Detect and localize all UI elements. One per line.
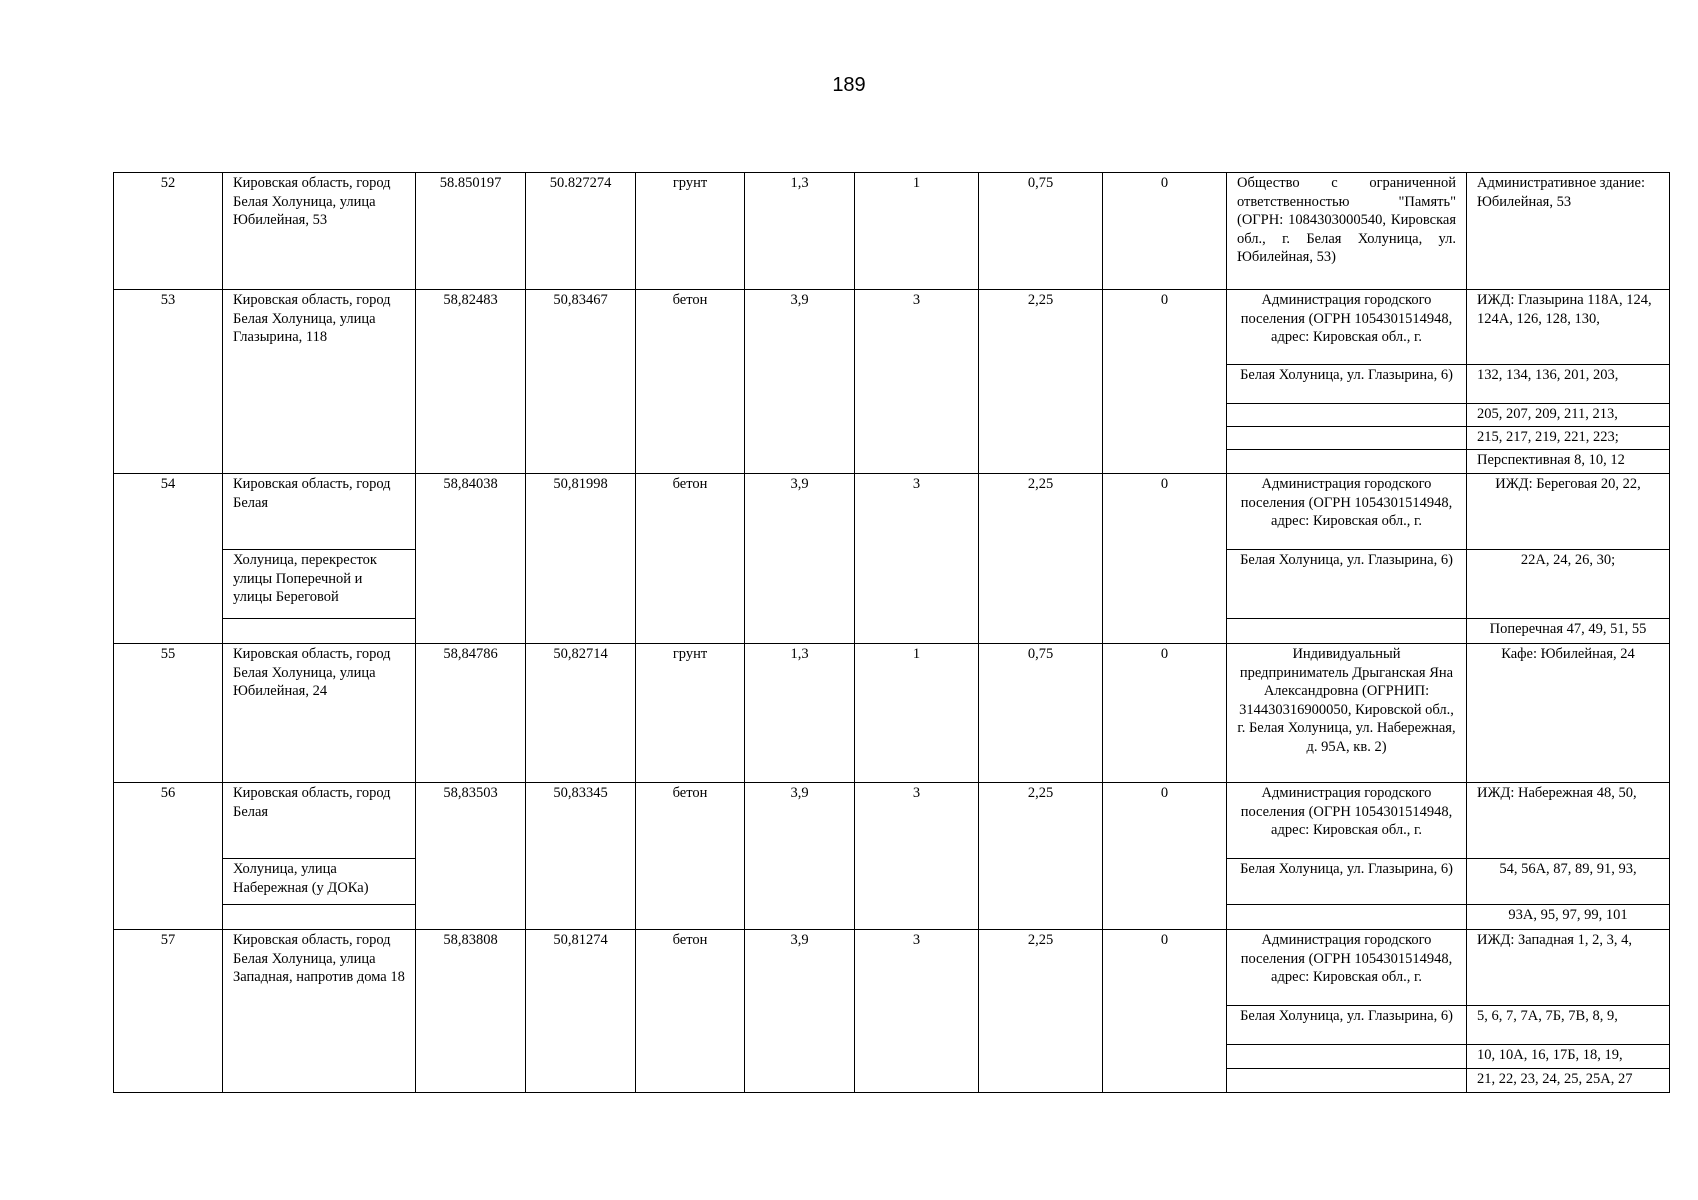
site-area: 3,9 <box>745 290 855 474</box>
container-volume: 0,75 <box>979 644 1103 783</box>
extra-count: 0 <box>1103 173 1227 290</box>
container-count: 3 <box>855 783 979 930</box>
table-row <box>114 290 1670 365</box>
owner-info <box>1227 404 1467 427</box>
latitude: 58.850197 <box>416 173 526 290</box>
owner-info: Администрация городского поселения (ОГРН 1054301514948, адрес: Кировская обл., г. <box>1227 290 1467 365</box>
owner-info <box>1227 450 1467 474</box>
waste-sources: ИЖД: Набережная 48, 50, <box>1467 783 1670 859</box>
site-area: 1,3 <box>745 173 855 290</box>
container-volume: 2,25 <box>979 290 1103 474</box>
extra-count: 0 <box>1103 783 1227 930</box>
owner-info: Белая Холуница, ул. Глазырина, 6) <box>1227 1006 1467 1045</box>
container-volume: 2,25 <box>979 474 1103 644</box>
owner-info <box>1227 619 1467 644</box>
table-row <box>114 474 1670 550</box>
owner-info: Белая Холуница, ул. Глазырина, 6) <box>1227 365 1467 404</box>
surface-type: бетон <box>636 290 745 474</box>
extra-count: 0 <box>1103 474 1227 644</box>
site-address <box>223 619 416 644</box>
latitude: 58,82483 <box>416 290 526 474</box>
waste-sources: 22А, 24, 26, 30; <box>1467 550 1670 619</box>
owner-info <box>1227 1069 1467 1093</box>
site-address: Кировская область, город Белая Холуница, улица Западная, напротив дома 18 <box>223 930 416 1093</box>
site-address: Кировская область, город Белая Холуница, улица Юбилейная, 24 <box>223 644 416 783</box>
table-row <box>114 644 1670 783</box>
site-area: 3,9 <box>745 783 855 930</box>
latitude: 58,83808 <box>416 930 526 1093</box>
table-row <box>114 173 1670 290</box>
surface-type: бетон <box>636 930 745 1093</box>
site-address <box>223 905 416 930</box>
waste-sources: Поперечная 47, 49, 51, 55 <box>1467 619 1670 644</box>
extra-count: 0 <box>1103 644 1227 783</box>
owner-info: Белая Холуница, ул. Глазырина, 6) <box>1227 550 1467 619</box>
waste-sources: 132, 134, 136, 201, 203, <box>1467 365 1670 404</box>
owner-info <box>1227 427 1467 450</box>
site-address: Кировская область, город Белая <box>223 783 416 859</box>
site-area: 3,9 <box>745 474 855 644</box>
latitude: 58,84038 <box>416 474 526 644</box>
owner-info <box>1227 1045 1467 1069</box>
longitude: 50,81274 <box>526 930 636 1093</box>
longitude: 50,82714 <box>526 644 636 783</box>
surface-type: грунт <box>636 173 745 290</box>
longitude: 50,83467 <box>526 290 636 474</box>
row-number: 52 <box>114 173 223 290</box>
waste-sources: Кафе: Юбилейная, 24 <box>1467 644 1670 783</box>
waste-sources: 21, 22, 23, 24, 25, 25А, 27 <box>1467 1069 1670 1093</box>
container-count: 3 <box>855 290 979 474</box>
owner-info: Администрация городского поселения (ОГРН 1054301514948, адрес: Кировская обл., г. <box>1227 474 1467 550</box>
site-area: 1,3 <box>745 644 855 783</box>
container-count: 3 <box>855 474 979 644</box>
page-number: 189 <box>832 74 866 96</box>
owner-info: Общество с ограниченной ответственностью "Память" (ОГРН: 1084303000540, Кировская обл., г. Белая Холуница, ул. Юбилейная, 53) <box>1227 173 1467 290</box>
waste-sources: Административное здание: Юбилейная, 53 <box>1467 173 1670 290</box>
surface-type: грунт <box>636 644 745 783</box>
container-count: 3 <box>855 930 979 1093</box>
latitude: 58,84786 <box>416 644 526 783</box>
owner-info: Индивидуальный предприниматель Дрыганская Яна Александровна (ОГРНИП: 314430316900050, Кировской обл., г. Белая Холуница, ул. Набережная, д. 95А, кв. 2) <box>1227 644 1467 783</box>
row-number: 53 <box>114 290 223 474</box>
table-row <box>114 930 1670 1006</box>
waste-sources: 10, 10А, 16, 17Б, 18, 19, <box>1467 1045 1670 1069</box>
table-row <box>114 783 1670 859</box>
site-address: Кировская область, город Белая Холуница, улица Глазырина, 118 <box>223 290 416 474</box>
owner-info: Администрация городского поселения (ОГРН 1054301514948, адрес: Кировская обл., г. <box>1227 783 1467 859</box>
surface-type: бетон <box>636 474 745 644</box>
waste-sources: ИЖД: Западная 1, 2, 3, 4, <box>1467 930 1670 1006</box>
waste-sites-table <box>113 172 1670 1093</box>
site-area: 3,9 <box>745 930 855 1093</box>
owner-info <box>1227 905 1467 930</box>
surface-type: бетон <box>636 783 745 930</box>
row-number: 54 <box>114 474 223 644</box>
site-address: Холуница, улица Набережная (у ДОКа) <box>223 859 416 905</box>
site-address: Холуница, перекресток улицы Поперечной и улицы Береговой <box>223 550 416 619</box>
waste-sources: 54, 56А, 87, 89, 91, 93, <box>1467 859 1670 905</box>
row-number: 55 <box>114 644 223 783</box>
site-address: Кировская область, город Белая Холуница, улица Юбилейная, 53 <box>223 173 416 290</box>
row-number: 57 <box>114 930 223 1093</box>
waste-sources: 93А, 95, 97, 99, 101 <box>1467 905 1670 930</box>
owner-info: Администрация городского поселения (ОГРН 1054301514948, адрес: Кировская обл., г. <box>1227 930 1467 1006</box>
container-volume: 2,25 <box>979 930 1103 1093</box>
container-count: 1 <box>855 173 979 290</box>
waste-sources: Перспективная 8, 10, 12 <box>1467 450 1670 474</box>
extra-count: 0 <box>1103 290 1227 474</box>
waste-sources: 5, 6, 7, 7А, 7Б, 7В, 8, 9, <box>1467 1006 1670 1045</box>
longitude: 50.827274 <box>526 173 636 290</box>
row-number: 56 <box>114 783 223 930</box>
container-volume: 0,75 <box>979 173 1103 290</box>
owner-info: Белая Холуница, ул. Глазырина, 6) <box>1227 859 1467 905</box>
waste-sources: 205, 207, 209, 211, 213, <box>1467 404 1670 427</box>
container-volume: 2,25 <box>979 783 1103 930</box>
waste-sources: ИЖД: Береговая 20, 22, <box>1467 474 1670 550</box>
latitude: 58,83503 <box>416 783 526 930</box>
site-address: Кировская область, город Белая <box>223 474 416 550</box>
extra-count: 0 <box>1103 930 1227 1093</box>
longitude: 50,83345 <box>526 783 636 930</box>
longitude: 50,81998 <box>526 474 636 644</box>
waste-sources: 215, 217, 219, 221, 223; <box>1467 427 1670 450</box>
container-count: 1 <box>855 644 979 783</box>
waste-sources: ИЖД: Глазырина 118А, 124, 124А, 126, 128, 130, <box>1467 290 1670 365</box>
